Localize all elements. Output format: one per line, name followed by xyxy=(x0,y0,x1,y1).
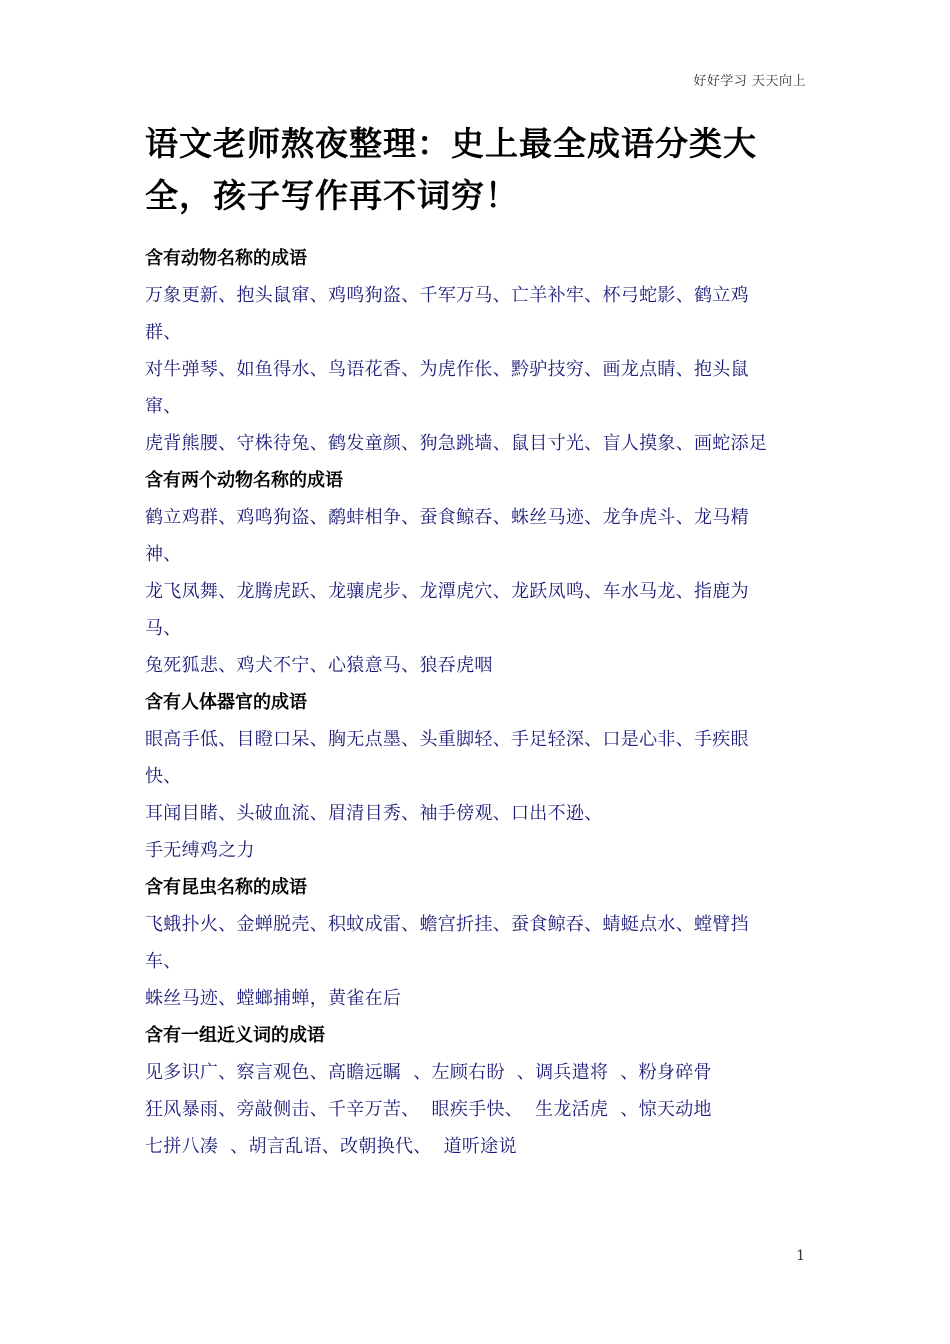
idiom-line: 鹤立鸡群、鸡鸣狗盗、鹬蚌相争、蚕食鲸吞、蛛丝马迹、龙争虎斗、龙马精 xyxy=(145,507,749,528)
idiom-line: 神、 xyxy=(145,544,182,565)
section-heading: 含有动物名称的成语 xyxy=(145,248,307,269)
idiom-line: 虎背熊腰、守株待兔、鹤发童颜、狗急跳墙、鼠目寸光、盲人摸象、画蛇添足 xyxy=(145,433,768,454)
idiom-line: 眼高手低、目瞪口呆、胸无点墨、头重脚轻、手足轻深、口是心非、手疾眼 xyxy=(145,729,749,750)
idiom-line: 对牛弹琴、如鱼得水、鸟语花香、为虎作伥、黔驴技穷、画龙点睛、抱头鼠 xyxy=(145,359,749,380)
idiom-line: 群、 xyxy=(145,322,182,343)
section-heading: 含有一组近义词的成语 xyxy=(145,1025,325,1046)
idiom-line: 飞蛾扑火、金蝉脱壳、积蚊成雷、蟾宫折挂、蚕食鲸吞、蜻蜓点水、螳臂挡 xyxy=(145,914,749,935)
idiom-line: 快、 xyxy=(145,766,182,787)
title-line-1: 语文老师熬夜整理：史上最全成语分类大 xyxy=(145,124,757,163)
idiom-line: 马、 xyxy=(145,618,182,639)
idiom-line: 窜、 xyxy=(145,396,182,417)
page-number: 1 xyxy=(796,1248,805,1264)
idiom-line: 车、 xyxy=(145,951,182,972)
section-heading: 含有昆虫名称的成语 xyxy=(145,877,307,898)
title-line-2: 全，孩子写作再不词穷！ xyxy=(145,176,519,215)
idiom-line: 蛛丝马迹、螳螂捕蝉，黄雀在后 xyxy=(145,988,402,1009)
idiom-line: 见多识广、察言观色、高瞻远瞩 、左顾右盼 、调兵遣将 、粉身碎骨 xyxy=(145,1062,712,1083)
idiom-line: 手无缚鸡之力 xyxy=(145,840,255,861)
idiom-sections xyxy=(145,240,805,1165)
idiom-line: 万象更新、抱头鼠窜、鸡鸣狗盗、千军万马、亡羊补牢、杯弓蛇影、鹤立鸡 xyxy=(145,285,749,306)
idiom-line: 耳闻目睹、头破血流、眉清目秀、袖手傍观、口出不逊、 xyxy=(145,803,603,824)
section-heading: 含有人体器官的成语 xyxy=(145,692,307,713)
idiom-line: 七拼八凑 、胡言乱语、改朝换代、 道听途说 xyxy=(145,1136,517,1157)
idiom-line: 狂风暴雨、旁敲侧击、千辛万苦、 眼疾手快、 生龙活虎 、惊天动地 xyxy=(145,1099,712,1120)
idiom-line: 兔死狐悲、鸡犬不宁、心猿意马、狼吞虎咽 xyxy=(145,655,493,676)
header-note: 好好学习 天天向上 xyxy=(693,74,806,89)
section-heading: 含有两个动物名称的成语 xyxy=(145,470,343,491)
page-title xyxy=(145,118,785,222)
idiom-line: 龙飞凤舞、龙腾虎跃、龙骧虎步、龙潭虎穴、龙跃凤鸣、车水马龙、指鹿为 xyxy=(145,581,749,602)
